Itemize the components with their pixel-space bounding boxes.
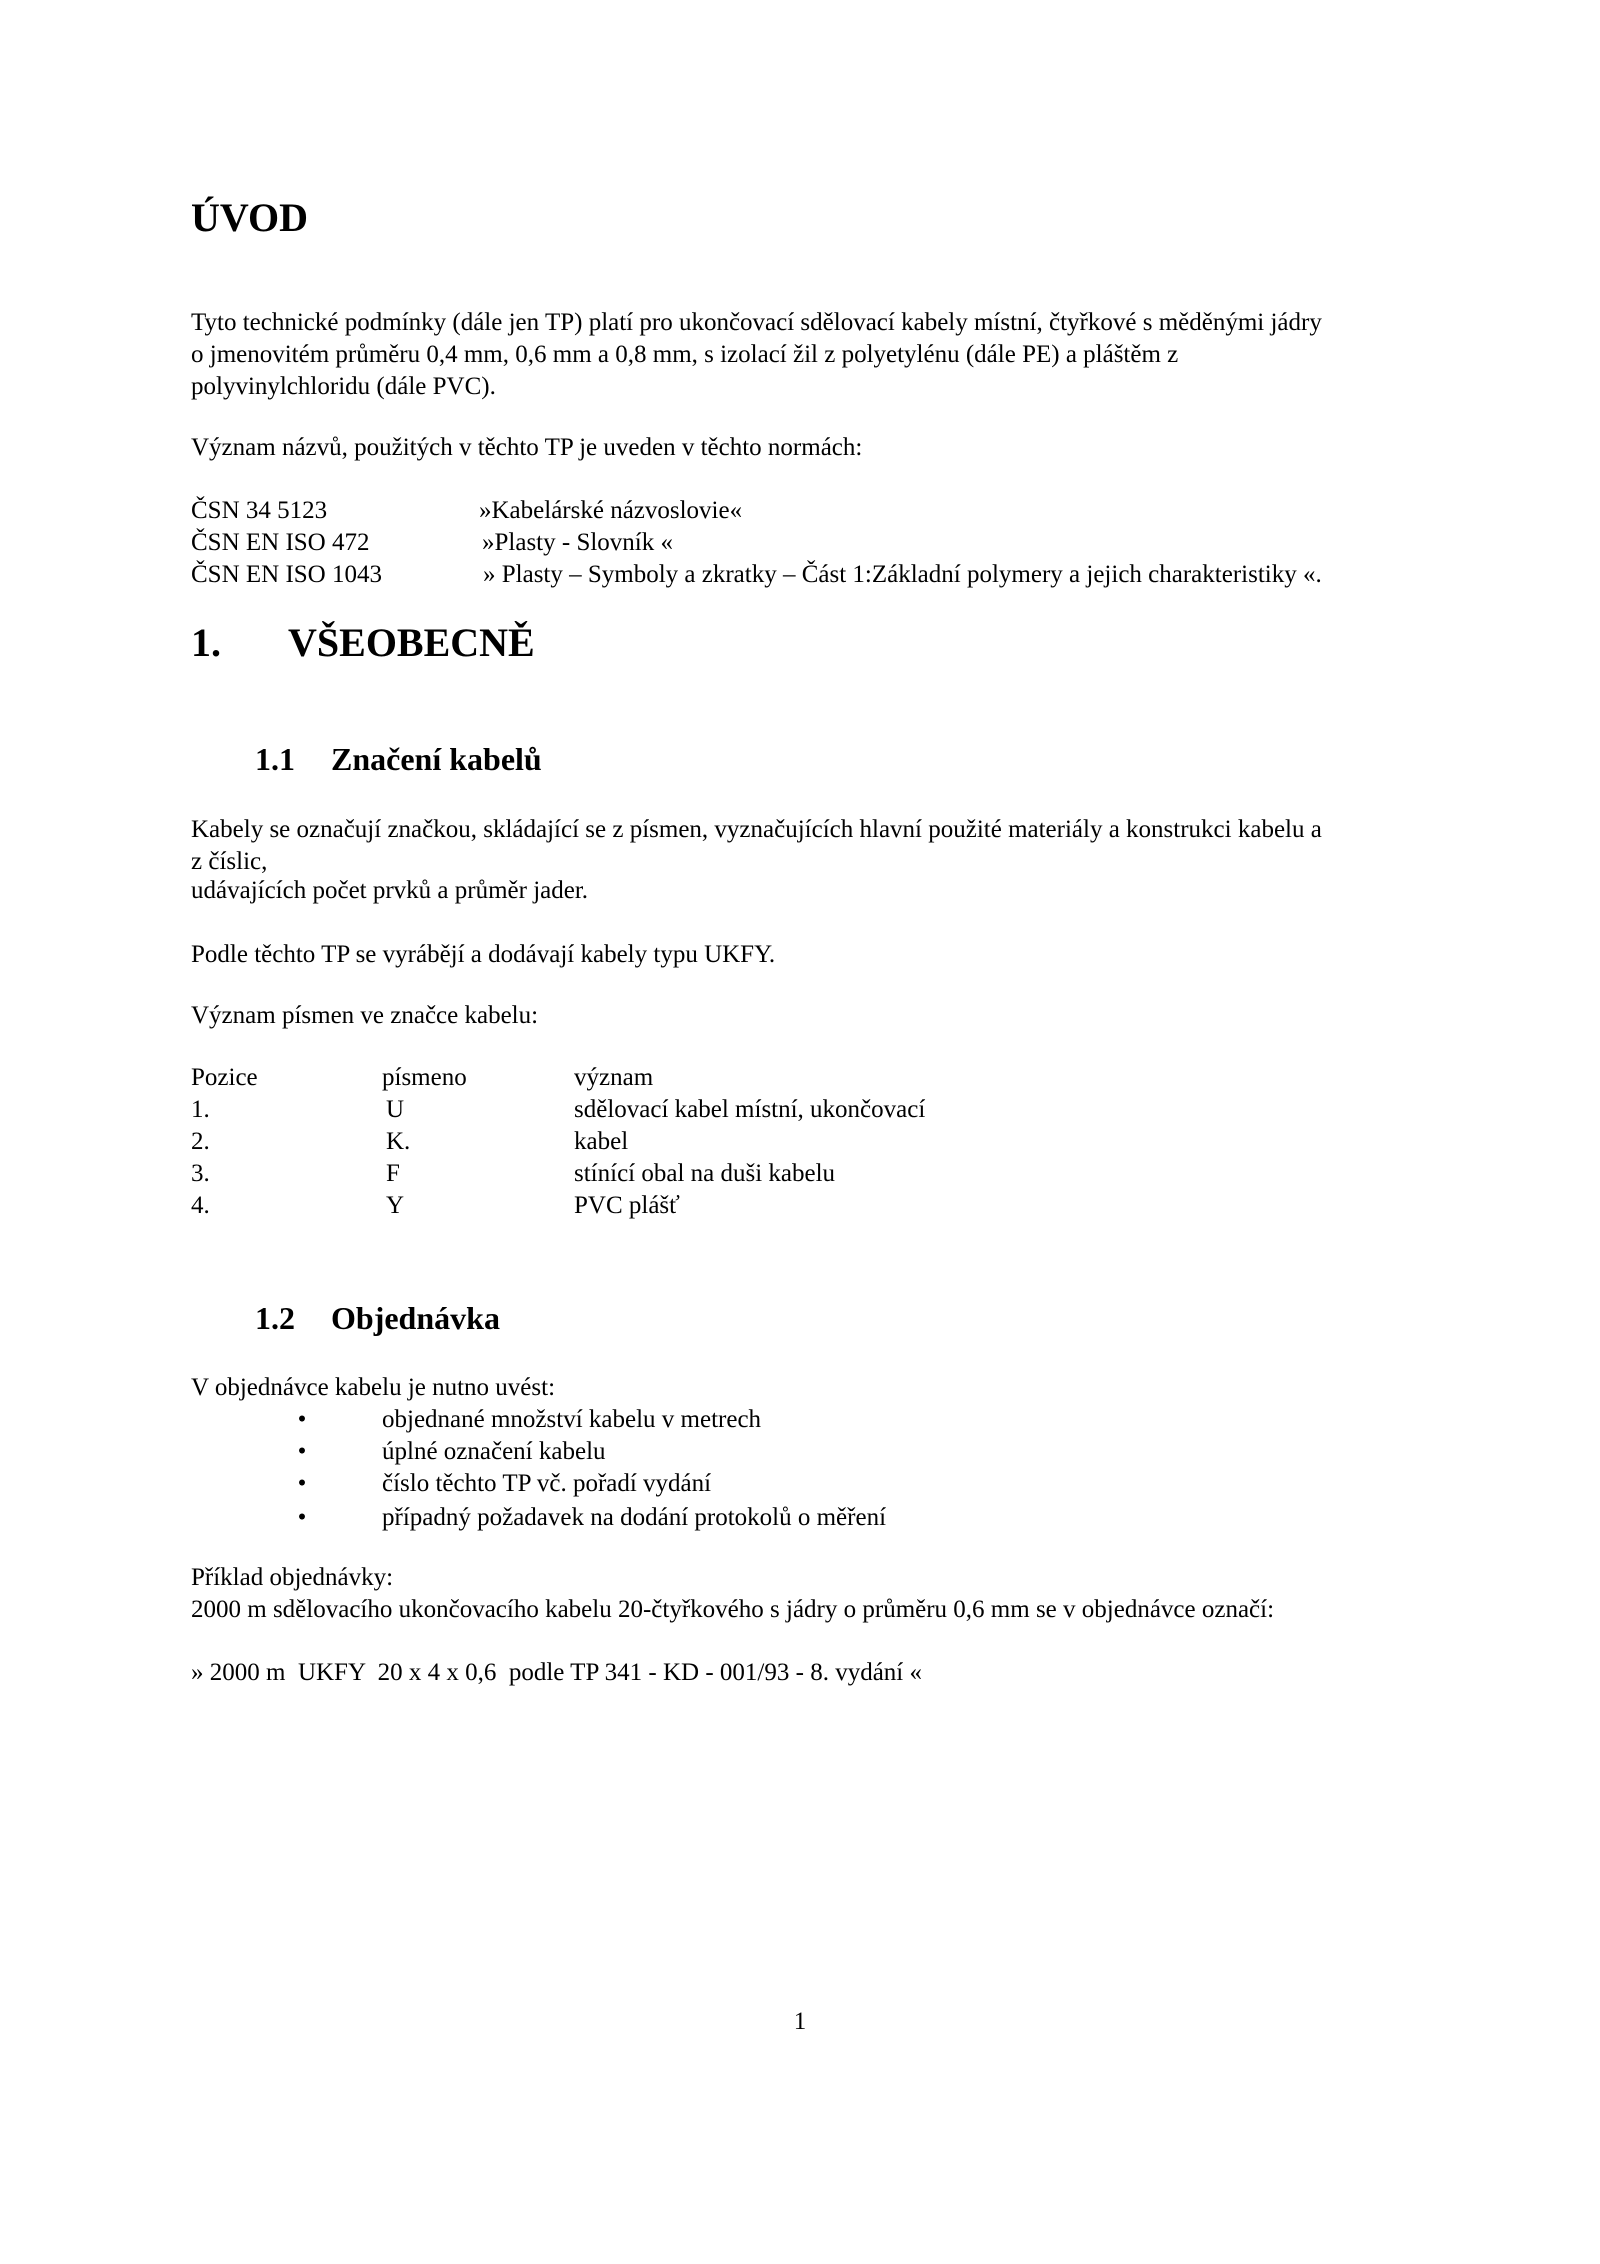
table-cell-position: 1. (191, 1096, 210, 1123)
table-header-position: Pozice (191, 1064, 258, 1091)
example-code: » 2000 m UKFY 20 x 4 x 0,6 podle TP 341 - KD - 001/93 - 8. vydání « (191, 1659, 922, 1686)
norm-code: ČSN EN ISO 1043 (191, 561, 382, 588)
table-cell-meaning: stínící obal na duši kabelu (574, 1160, 836, 1187)
marking-paragraph-line: udávajících počet prvků a průměr jader. (191, 877, 589, 904)
norm-title: » Plasty – Symboly a zkratky – Část 1:Základní polymery a jejich charakteristiky «. (483, 561, 1322, 588)
bullet-icon: • (297, 1470, 307, 1497)
page-number: 1 (793, 2008, 807, 2035)
norm-title: »Plasty - Slovník « (482, 529, 673, 556)
section-1-2-number: 1.2 (255, 1300, 295, 1336)
marking-paragraph-line: z číslic, (191, 848, 268, 875)
table-cell-meaning: PVC plášť (574, 1192, 680, 1219)
example-label: Příklad objednávky: (191, 1564, 394, 1591)
norm-code: ČSN 34 5123 (191, 497, 328, 524)
intro-heading: ÚVOD (191, 195, 308, 240)
table-header-meaning: význam (574, 1064, 654, 1091)
order-intro: V objednávce kabelu je nutno uvést: (191, 1374, 556, 1401)
cable-type-sentence: Podle těchto TP se vyrábějí a dodávají kabely typu UKFY. (191, 941, 776, 968)
table-cell-letter: F (386, 1160, 400, 1187)
intro-paragraph-line: polyvinylchloridu (dále PVC). (191, 373, 496, 400)
table-cell-letter: Y (386, 1192, 405, 1219)
table-cell-meaning: sdělovací kabel místní, ukončovací (574, 1096, 926, 1123)
list-item: případný požadavek na dodání protokolů o měření (382, 1504, 887, 1531)
norm-title: »Kabelárské názvoslovie« (479, 497, 743, 524)
table-cell-position: 2. (191, 1128, 210, 1155)
table-header-letter: písmeno (382, 1064, 467, 1091)
bullet-icon: • (297, 1438, 307, 1465)
section-1-1-number: 1.1 (255, 741, 295, 777)
table-cell-position: 3. (191, 1160, 210, 1187)
intro-paragraph-line: Tyto technické podmínky (dále jen TP) platí pro ukončovací sdělovací kabely místní, čtyřkové s měděnými jádry (191, 309, 1322, 336)
intro-paragraph-line: o jmenovitém průměru 0,4 mm, 0,6 mm a 0,8 mm, s izolací žil z polyetylénu (dále PE) a pláštěm z (191, 341, 1179, 368)
example-text: 2000 m sdělovacího ukončovacího kabelu 20-čtyřkového s jádry o průměru 0,6 mm se v objednávce označí: (191, 1596, 1275, 1623)
section-1-2-title: Objednávka (331, 1300, 500, 1336)
marking-paragraph-line: Kabely se označují značkou, skládající se z písmen, vyznačujících hlavní použité materiály a konstrukci kabelu a (191, 816, 1322, 843)
section-1-1-title: Značení kabelů (331, 741, 542, 777)
section-1-title: VŠEOBECNĚ (288, 620, 535, 665)
letters-intro: Význam písmen ve značce kabelu: (191, 1002, 539, 1029)
norm-code: ČSN EN ISO 472 (191, 529, 370, 556)
table-cell-position: 4. (191, 1192, 210, 1219)
section-1-number: 1. (191, 620, 221, 665)
table-cell-letter: U (386, 1096, 405, 1123)
table-cell-meaning: kabel (574, 1128, 629, 1155)
list-item: objednané množství kabelu v metrech (382, 1406, 762, 1433)
list-item: úplné označení kabelu (382, 1438, 606, 1465)
table-cell-letter: K. (386, 1128, 411, 1155)
bullet-icon: • (297, 1504, 307, 1531)
norms-intro: Význam názvů, použitých v těchto TP je uveden v těchto normách: (191, 434, 863, 461)
bullet-icon: • (297, 1406, 307, 1433)
list-item: číslo těchto TP vč. pořadí vydání (382, 1470, 712, 1497)
